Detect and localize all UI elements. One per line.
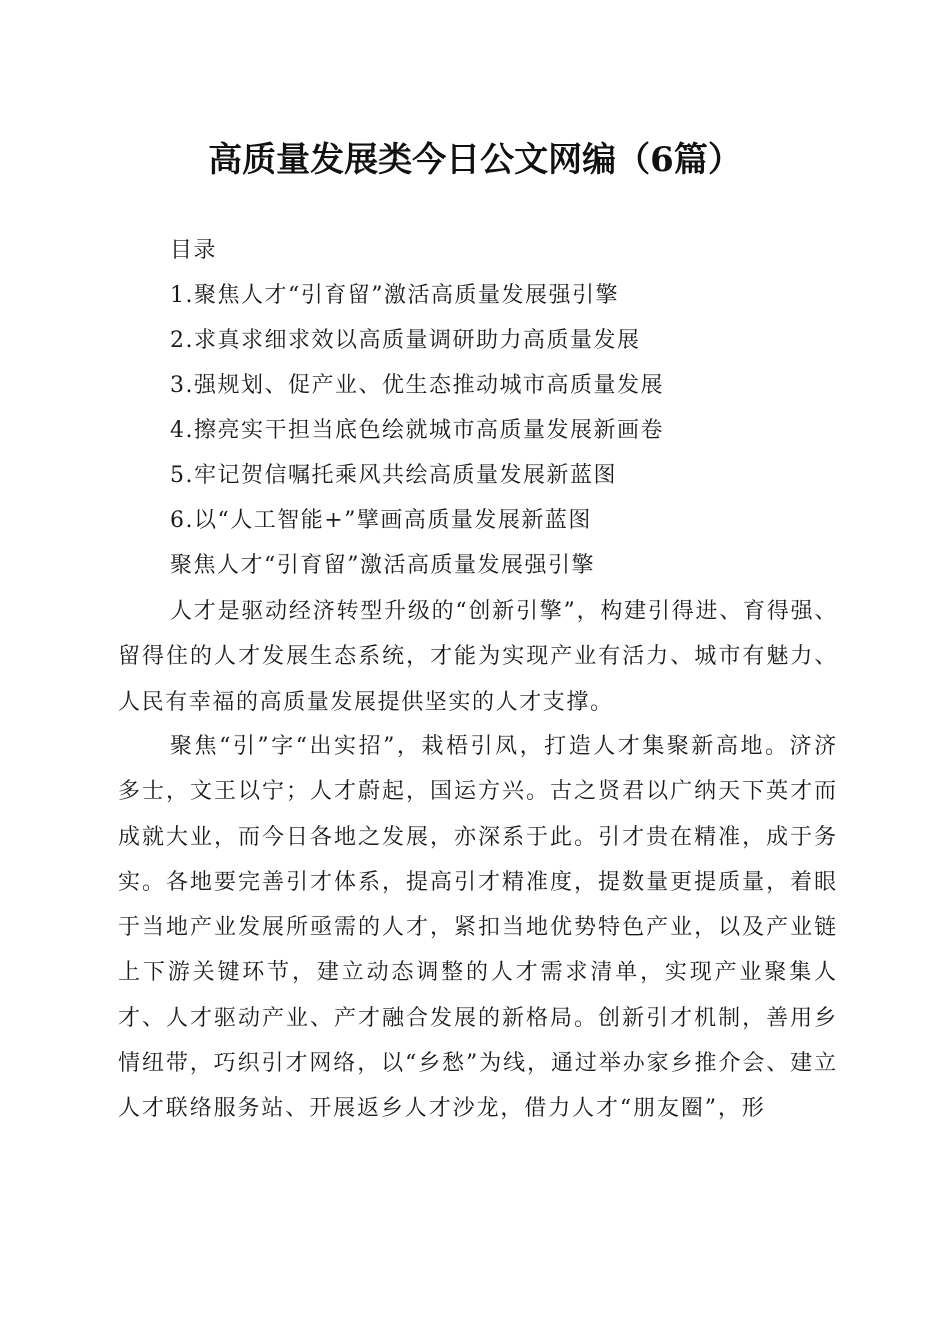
toc-heading: 目录: [170, 238, 218, 263]
article-title: 聚焦人才“引育留”激活高质量发展强引擎: [170, 553, 595, 578]
toc-item-4: 4.擦亮实干担当底色绘就城市高质量发展新画卷: [170, 418, 664, 443]
toc-item-1: 1.聚焦人才“引育留”激活高质量发展强引擎: [170, 283, 619, 308]
article-paragraph-2: 聚焦“引”字“出实招”，栽梧引凤，打造人才集聚新高地。济济多士，文王以宁；人才蔚起，国运方兴。古之贤君以广纳天下英才而成就大业，而今日各地之发展，亦深系于此。引才贵在精准，成于务实。各地要完善引才体系，提高引才精准度，提数量更提质量，着眼于当地产业发展所亟需的人才，紧扣当地优势特色产业，以及产业链上下游关键环节，建立动态调整的人才需求清单，实现产业聚集人才、人才驱动产业、产才融合发展的新格局。创新引才机制，善用乡情纽带，巧织引才网络，以“乡愁”为线，通过举办家乡推介会、建立人才联络服务站、开展返乡人才沙龙，借力人才“朋友圈”，形: [118, 734, 838, 1122]
article-paragraph-1: 人才是驱动经济转型升级的“创新引擎”，构建引得进、育得强、留得住的人才发展生态系统，才能为实现产业有活力、城市有魅力、人民有幸福的高质量发展提供坚实的人才支撑。: [118, 599, 838, 715]
document-title: 高质量发展类今日公文网编（6篇）: [208, 140, 742, 180]
toc-item-3: 3.强规划、促产业、优生态推动城市高质量发展: [170, 373, 664, 398]
toc-item-2: 2.求真求细求效以高质量调研助力高质量发展: [170, 328, 641, 353]
toc-item-5: 5.牢记贺信嘱托乘风共绘高质量发展新蓝图: [170, 463, 617, 488]
toc-item-6: 6.以“人工智能+”擘画高质量发展新蓝图: [170, 508, 592, 533]
